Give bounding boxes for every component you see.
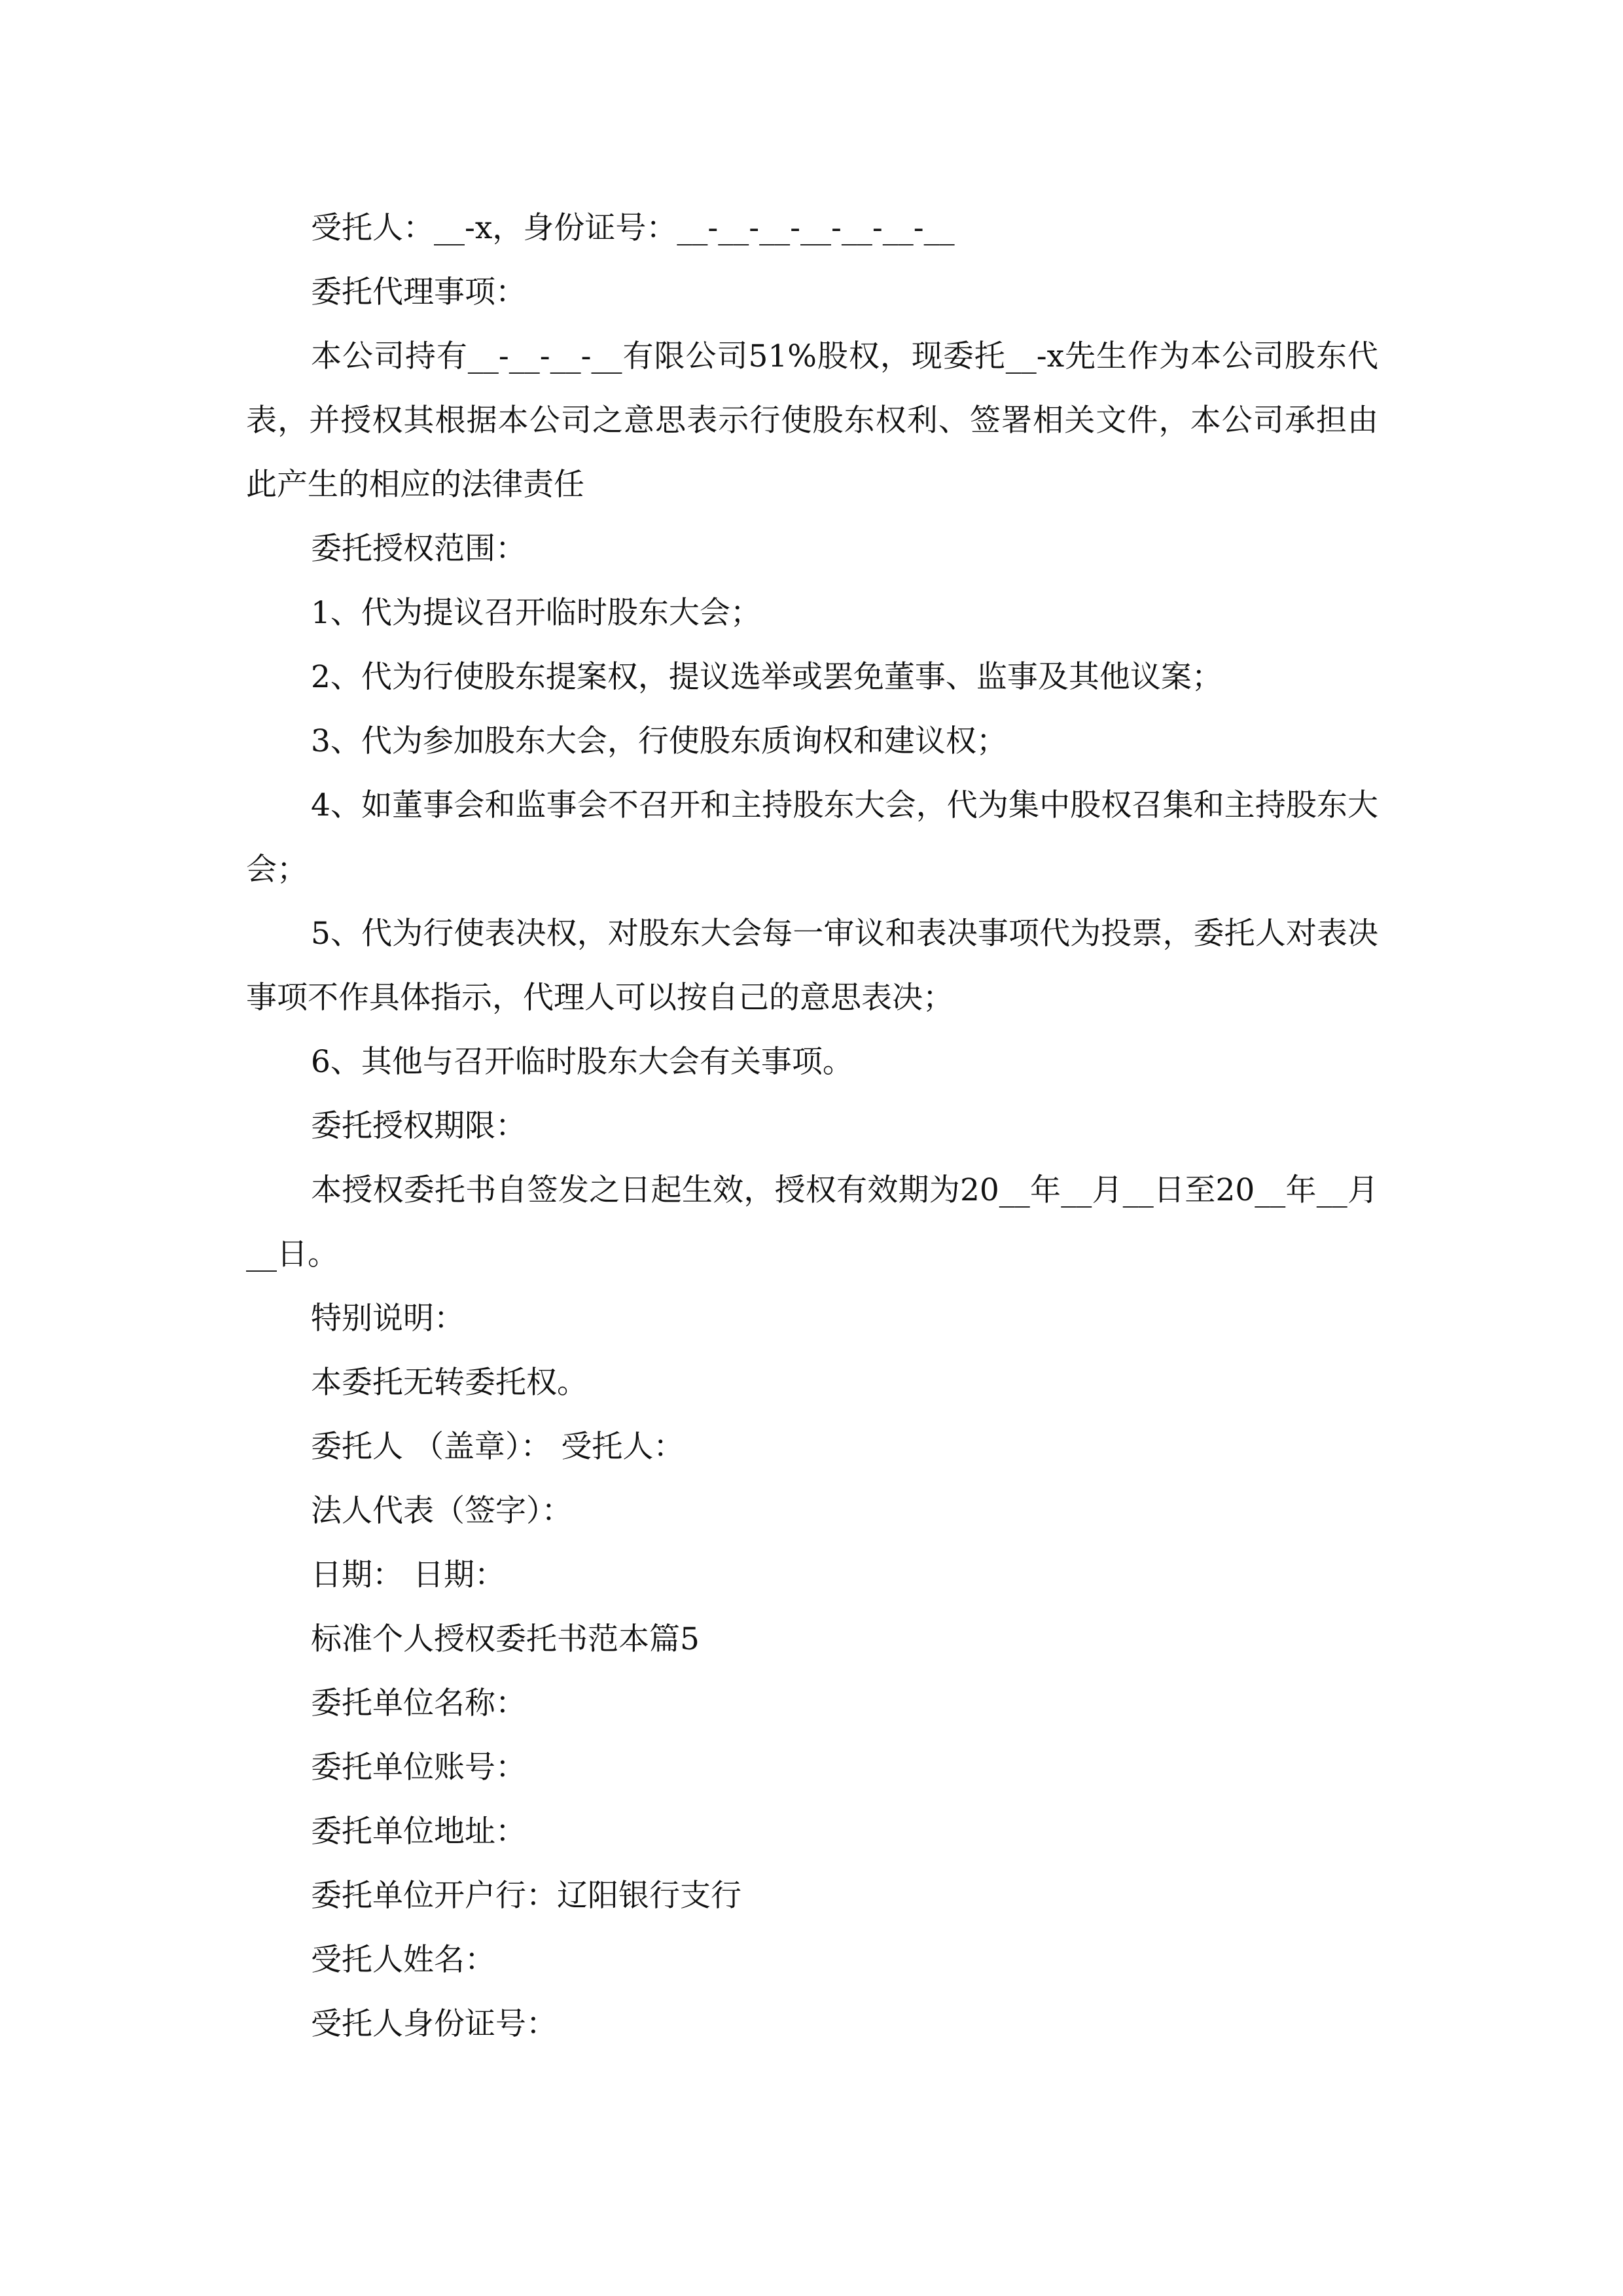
paragraph-term: 本授权委托书自签发之日起生效，授权有效期为20__年__月__日至20__年__月__日。	[246, 1172, 1378, 1272]
scope-item-1: 1、代为提议召开临时股东大会；	[311, 595, 761, 631]
scope-item-5: 5、代为行使表决权，对股东大会每一审议和表决事项代为投票，委托人对表决事项不作具体指示，代理人可以按自己的意思表决；	[246, 916, 1378, 1016]
paragraph-matters: 本公司持有__-__-__-__有限公司51%股权，现委托__-x先生作为本公司股东代表，并授权其根据本公司之意思表示行使股东权利、签署相关文件，本公司承担由此产生的相应的法律责任	[246, 338, 1378, 503]
next-section-title: 标准个人授权委托书范本篇5	[311, 1621, 700, 1657]
signature-line-dates: 日期： 日期：	[311, 1557, 505, 1593]
field-unit-account: 委托单位账号：	[311, 1749, 526, 1785]
scope-item-3: 3、代为参加股东大会，行使股东质询权和建议权；	[311, 723, 1007, 759]
scope-item-2: 2、代为行使股东提案权，提议选举或罢免董事、监事及其他议案；	[311, 659, 1222, 695]
section-heading-special: 特别说明：	[311, 1300, 465, 1336]
scope-item-6: 6、其他与召开临时股东大会有关事项。	[311, 1044, 853, 1080]
signature-line-stamp: 委托人 （盖章）： 受托人：	[311, 1429, 685, 1465]
field-trustee-id: 受托人身份证号：	[311, 2006, 557, 2042]
paragraph-special: 本委托无转委托权。	[311, 1365, 588, 1401]
scope-item-4: 4、如董事会和监事会不召开和主持股东大会，代为集中股权召集和主持股东大会；	[246, 787, 1378, 888]
section-heading-matters: 委托代理事项：	[311, 274, 526, 310]
signature-line-legal-rep: 法人代表（签字）：	[311, 1493, 573, 1529]
field-unit-bank: 委托单位开户行：辽阳银行支行	[311, 1878, 741, 1914]
trustee-id-line: 受托人：__-x，身份证号：__-__-__-__-__-__-__	[311, 210, 955, 246]
field-unit-name: 委托单位名称：	[311, 1685, 526, 1721]
field-trustee-name: 受托人姓名：	[311, 1942, 495, 1978]
section-heading-term: 委托授权期限：	[311, 1108, 526, 1144]
field-unit-address: 委托单位地址：	[311, 1814, 526, 1850]
document-body	[246, 196, 1378, 2056]
section-heading-scope: 委托授权范围：	[311, 531, 526, 567]
